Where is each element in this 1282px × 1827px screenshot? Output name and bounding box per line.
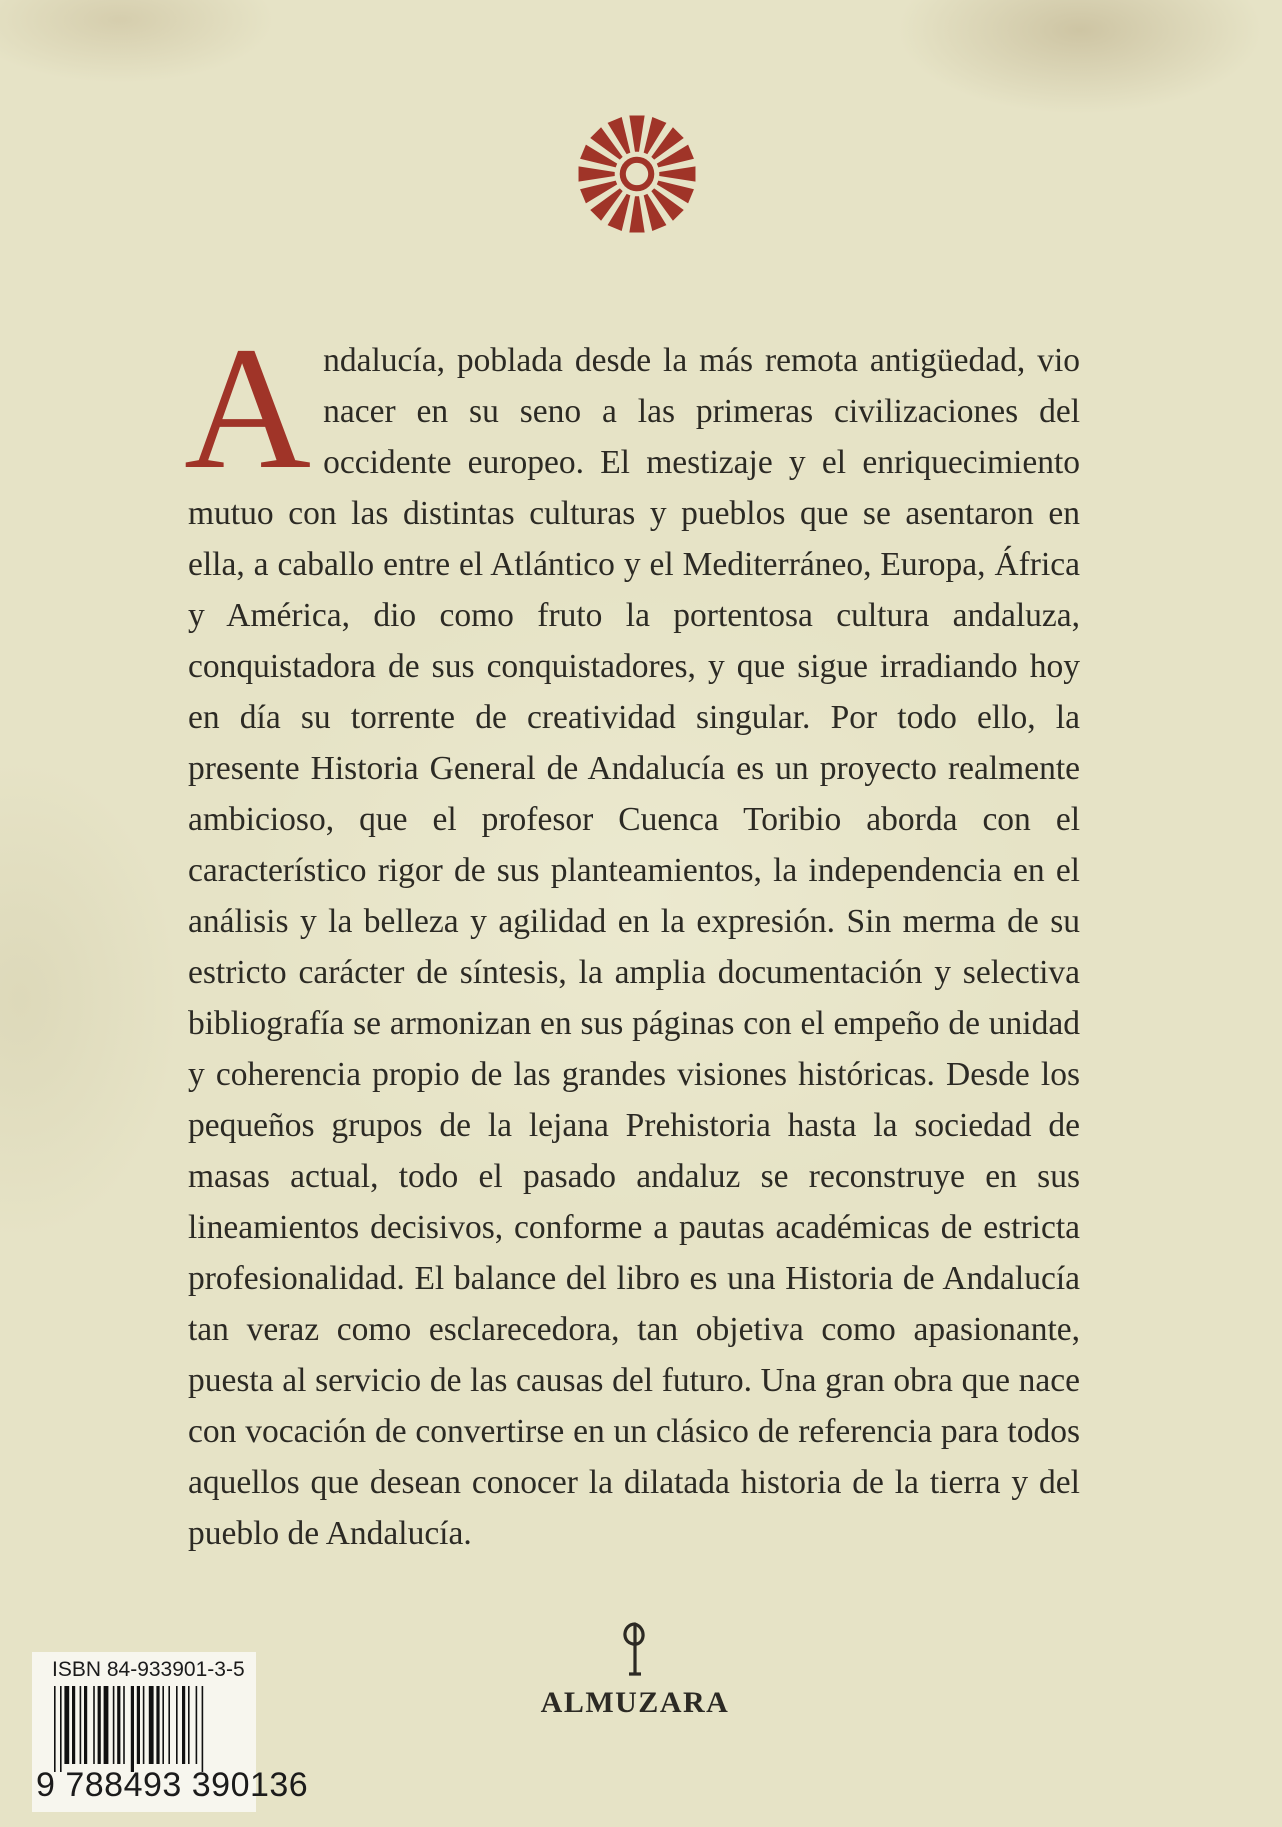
barcode-bar [104, 1686, 109, 1764]
publisher-name: ALMUZARA [540, 1686, 730, 1719]
barcode-bar [64, 1686, 69, 1764]
isbn-label: ISBN 84-933901-3-5 [52, 1658, 245, 1681]
barcode-bar [156, 1686, 159, 1764]
emblem-ray [659, 166, 695, 181]
barcode-bar [72, 1686, 75, 1764]
barcode-bar [137, 1686, 140, 1764]
emblem-ray [629, 196, 644, 232]
barcode-icon [54, 1686, 240, 1772]
publisher-block [520, 1620, 750, 1720]
emblem-ray [629, 116, 644, 152]
barcode-bar [202, 1686, 204, 1772]
isbn-barcode [32, 1652, 309, 1812]
barcode-bar [168, 1686, 170, 1764]
barcode-bar [188, 1686, 190, 1764]
barcode-bar [113, 1686, 115, 1764]
barcode-bar [182, 1686, 185, 1764]
barcode-bar [84, 1686, 87, 1764]
barcode-bar [123, 1686, 125, 1764]
blurb-text: ndalucía, poblada desde la más remota antigüedad, vio nacer en su seno a las primeras civilizaciones del occidente europeo. El mestizaje y el enriquecimiento mutuo con las distintas culturas y pueblos que se asentaron en ella, a caballo entre el Atlántico y el Mediterráneo, Europa, África y América, dio como fruto la portentosa cultura andaluza, conquistadora de sus conquistadores, y que sigue irradiando hoy en día su torrente de creatividad singular. Por todo ello, la presente Historia General de Andalucía es un proyecto realmente ambicioso, que el profesor Cuenca Toribio aborda con el característico rigor de sus planteamientos, la independencia en el análisis y la belleza y agilidad en la expresión. Sin merma de su estricto carácter de síntesis, la amplia documentación y selectiva bibliografía se armonizan en sus páginas con el empeño de unidad y coherencia propio de las grandes visiones históricas. Desde los pequeños grupos de la lejana Prehistoria hasta la sociedad de masas actual, todo el pasado andaluz se reconstruye en sus lineamientos decisivos, conforme a pautas académicas de estricta profesionalidad. El balance del libro es una Historia de Andalucía tan veraz como esclarecedora, tan objetiva como apasionante, puesta al servicio de las causas del futuro. Una gran obra que nace con vocación de convertirse en un clásico de referencia para todos aquellos que desean conocer la dilatada historia de la tierra y del pueblo de Andalucía. [188, 342, 1080, 1552]
barcode-bar [98, 1686, 101, 1764]
back-cover-blurb [184, 311, 1080, 1559]
publisher-logo-icon [615, 1620, 655, 1678]
barcode-bar [93, 1686, 95, 1764]
barcode-bar [162, 1686, 164, 1764]
barcode-bar [131, 1686, 134, 1772]
barcode-bar [196, 1686, 198, 1764]
drop-cap: A [184, 311, 312, 506]
barcode-bar [176, 1686, 178, 1764]
barcode-digits: 9 788493 390136 [36, 1766, 309, 1804]
sun-rosette-icon [576, 113, 698, 235]
barcode-bar [143, 1686, 145, 1764]
barcode-bar [60, 1686, 62, 1772]
barcode-bar [117, 1686, 120, 1764]
emblem-ray [579, 166, 615, 181]
barcode-bar [54, 1686, 56, 1772]
barcode-bar [149, 1686, 154, 1764]
barcode-bar [80, 1686, 82, 1764]
